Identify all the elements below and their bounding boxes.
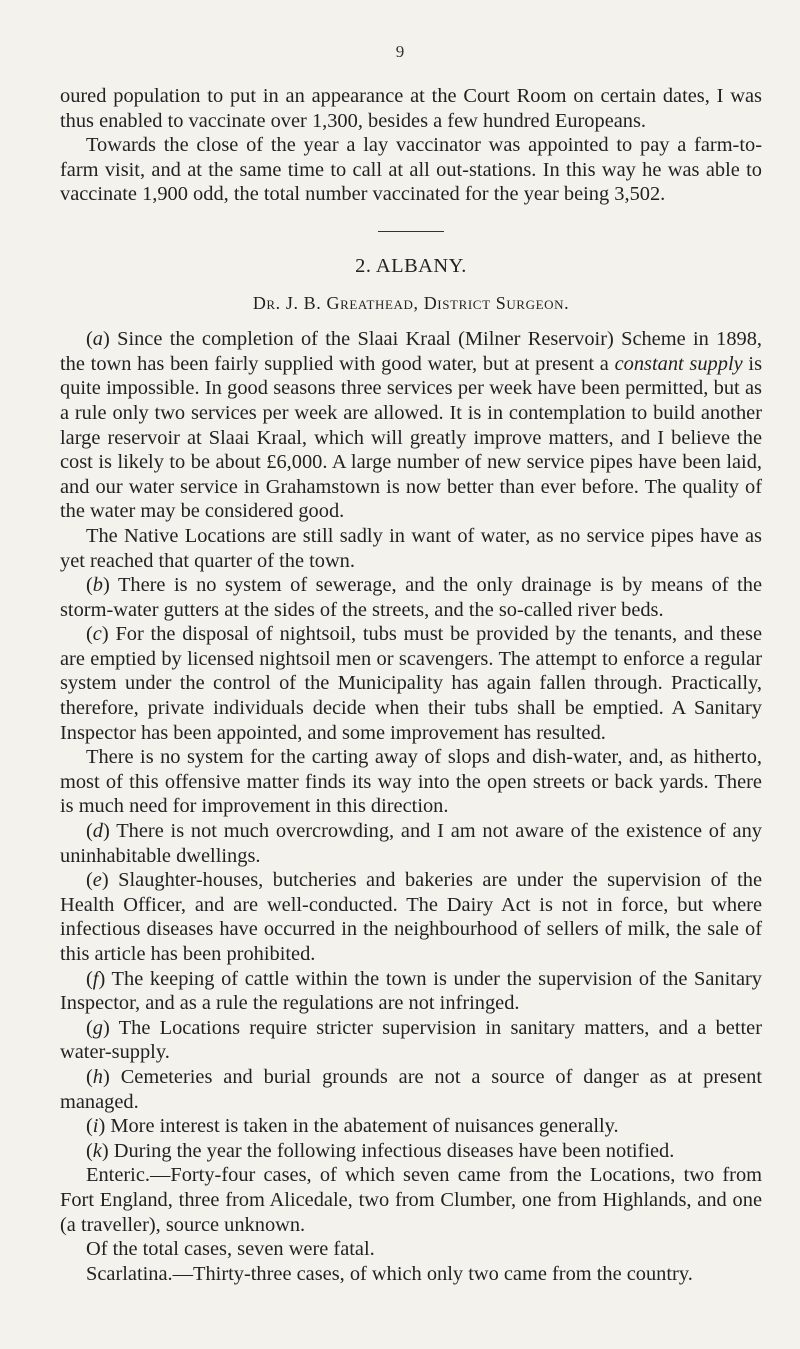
section-divider [378, 231, 444, 232]
enteric-paragraph: Enteric.—Forty-four cases, of which seven came from the Locations, two from Fort England, three from Alicedale, two from Clumber, one from Highlands, and one (a traveller), source unknown. [60, 1164, 762, 1236]
document-body [60, 84, 762, 1286]
intro-paragraph-continued: oured population to put in an appearance at the Court Room on certain dates, I was thus enabled to vaccinate over 1,300, besides a few hundred Europeans. [60, 85, 762, 132]
paragraph-b-label: b [92, 574, 103, 597]
paragraph-f-label: f [92, 967, 99, 990]
paragraph-c-label: c [92, 623, 102, 646]
paragraph-h-label: h [92, 1065, 103, 1088]
paragraph-a-text-1: Since the completion of the Slaai Kraal (Milner Reservoir) Scheme in 1898, the town has been fairly supplied with good water, but at present a [60, 328, 762, 375]
paragraph-e: (e) Slaughter-houses, butcheries and bakeries are under the supervision of the Health Officer, and are well-conducted. The Dairy Act is not in force, but where infectious diseases have occurred in the neighbourhood of sellers of milk, the sale of this article has been prohibited. [60, 869, 762, 965]
paragraph-e-label: e [92, 869, 102, 892]
enteric-total-paragraph: Of the total cases, seven were fatal. [86, 1238, 375, 1261]
scarlatina-paragraph: Scarlatina.—Thirty-three cases, of which only two came from the country. [86, 1262, 693, 1285]
author-byline [60, 291, 762, 316]
paragraph-a-label: a [92, 328, 103, 351]
paragraph-k-text: During the year the following infectious diseases have been notified. [113, 1139, 675, 1162]
section-heading: 2. ALBANY. [355, 254, 467, 277]
paragraph-b: (b) There is no system of sewerage, and the only drainage is by means of the storm-water gutters at the sides of the streets, and the so-called river beds. [60, 574, 762, 621]
paragraph-a-emphasis: constant supply [614, 352, 743, 375]
paragraph-i: (i) More interest is taken in the abatement of nuisances generally. [86, 1115, 619, 1138]
paragraph-b-text: There is no system of sewerage, and the only drainage is by means of the storm-water gutters at the sides of the streets, and the so-called river beds. [60, 574, 762, 621]
paragraph-a: (a) Since the completion of the Slaai Kraal (Milner Reservoir) Scheme in 1898, the town has been fairly supplied with good water, but at present a constant supply is quite impossible. In good seasons three services per week have been permitted, but as a rule only two services per week are allowed. It is in contemplation to build another large reservoir at Slaai Kraal, which will greatly improve matters, and I believe the cost is likely to be about £6,000. A large number of new service pipes have been laid, and our water service in Grahamstown is now better than ever before. The quality of the water may be considered good. [60, 328, 762, 523]
paragraph-i-label: i [92, 1115, 99, 1138]
paragraph-d-text: There is not much overcrowding, and I am not aware of the existence of any uninhabitable dwellings. [60, 820, 762, 867]
paragraph-g-label: g [92, 1016, 103, 1039]
paragraph-k-label: k [92, 1139, 102, 1162]
paragraph-g: (g) The Locations require stricter supervision in sanitary matters, and a better water-supply. [60, 1016, 762, 1064]
page-number: 9 [395, 42, 405, 61]
paragraph-h-text: Cemeteries and burial grounds are not a source of danger as at present managed. [60, 1065, 763, 1113]
paragraph-a-text-2: is quite impossible. In good seasons three services per week have been permitted, but as a rule only two services per week are allowed. It is in contemplation to build another large reservoir at Slaai Kraal, which will greatly improve matters, and I believe the cost is likely to be about £6,000. A large number of new service pipes have been laid, and our water service in Grahamstown is now better than ever before. The quality of the water may be considered good. [60, 352, 762, 523]
paragraph-f-text: The keeping of cattle within the town is under the supervision of the Sanitary Inspector, and as a rule the regulations are not infringed. [60, 967, 762, 1015]
paragraph-c-continued: There is no system for the carting away of slops and dish-water, and, as hitherto, most of this offensive matter finds its way into the open streets or back yards. There is much need for improvement in this direction. [60, 746, 762, 818]
paragraph-e-text: Slaughter-houses, butcheries and bakeries are under the supervision of the Health Officer, and are well-conducted. The Dairy Act is not in force, but where infectious diseases have occurred in the neighbourhood of sellers of milk, the sale of this article has been prohibited. [60, 869, 762, 965]
intro-paragraph-vaccinator: Towards the close of the year a lay vaccinator was appointed to pay a farm-to-farm visit, and at the same time to call at all out-stations. In this way he was able to vaccinate 1,900 odd, the total number vaccinated for the year being 3,502. [60, 134, 762, 206]
paragraph-i-text: More interest is taken in the abatement of nuisances generally. [110, 1115, 619, 1138]
paragraph-c-text: For the disposal of nightsoil, tubs must be provided by the tenants, and these are emptied by licensed nightsoil men or scavengers. The attempt to enforce a regular system under the control of the Municipality has again fallen through. Practically, therefore, private individuals decide when their tubs shall be emptied. A Sanitary Inspector has been appointed, and some improvement has resulted. [60, 623, 762, 744]
paragraph-k: (k) During the year the following infectious diseases have been notified. [86, 1139, 675, 1162]
paragraph-g-text: The Locations require stricter supervision in sanitary matters, and a better water-supply. [60, 1016, 762, 1064]
paragraph-h: (h) Cemeteries and burial grounds are not a source of danger as at present managed. [60, 1065, 763, 1113]
paragraph-f: (f) The keeping of cattle within the town is under the supervision of the Sanitary Inspector, and as a rule the regulations are not infringed. [60, 967, 762, 1015]
paragraph-d-label: d [92, 820, 103, 843]
author-byline-text: Dr. J. B. Greathead, District Surgeon. [252, 292, 570, 313]
paragraph-a-continued: The Native Locations are still sadly in want of water, as no service pipes have as yet reached that quarter of the town. [60, 524, 762, 572]
paragraph-c: (c) For the disposal of nightsoil, tubs must be provided by the tenants, and these are emptied by licensed nightsoil men or scavengers. The attempt to enforce a regular system under the control of the Municipality has again fallen through. Practically, therefore, private individuals decide when their tubs shall be emptied. A Sanitary Inspector has been appointed, and some improvement has resulted. [60, 623, 762, 744]
paragraph-d: (d) There is not much overcrowding, and I am not aware of the existence of any uninhabitable dwellings. [60, 820, 762, 867]
